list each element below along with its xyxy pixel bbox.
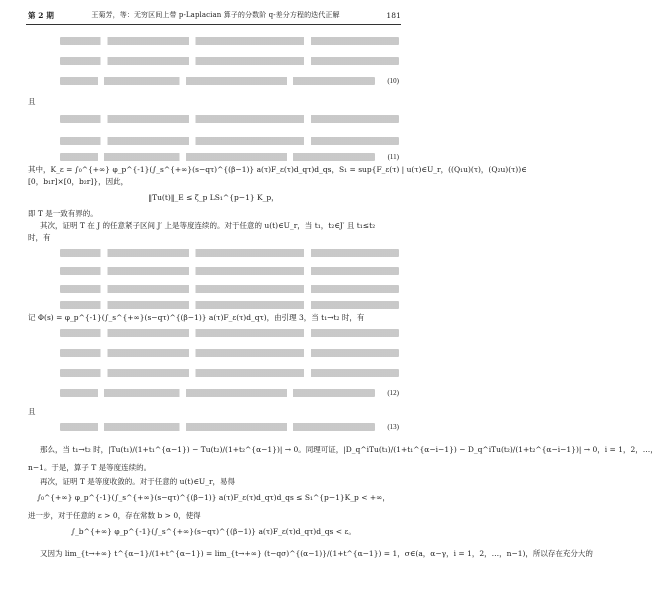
text-namo: 那么，当 t₁→t₂ 时，|Tu(t₁)/(1+t₁^{α−1}) − Tu(t₂)/(1+t₂^{α−1})| → 0。同理可证，|D_q^iTu(t₁)/(1+t₁^{α−i−1}) − D_q^iTu(t₂)/(1+t₂^{α−i−1})| → 0，i = 1，2，…，: [40, 445, 658, 454]
text-zaici: 再次，证明 T 是等度收敛的。对于任意的 u(t)∈U_r，易得: [40, 477, 236, 486]
text-youyin: 又因为 lim_{t→+∞} t^{α−1}/(1+t^{α−1}) = lim_{t→+∞} (t−qσ)^{(α−1)}/(1+t^{α−1}) = 1，σ∈(a，α−γ，i = 1，2，…，n−1)，所以存在充分大的: [40, 549, 593, 558]
text-shiyou: 时，有: [28, 233, 51, 242]
equation-line: [60, 326, 399, 340]
equation-number: (13): [387, 423, 399, 431]
equation-line: [60, 420, 399, 434]
text-step2: 其次，证明 T 在 J 的任意紧子区间 J′ 上是等度连续的。对于任意的 u(t)∈U_r，当 t₁，t₂∈J′ 且 t₁≤t₂: [40, 221, 376, 230]
equation-number: (12): [387, 389, 399, 397]
equation-line: [60, 246, 399, 260]
equation-line: [60, 134, 399, 148]
text-qizhong: 其中，K_ε = ∫₀^{+∞} φ_p^{-1}(∫_s^{+∞}(s−qτ)^{(β−1)} a(τ)F_ε(τ)d_qτ)d_qs，S₁ = sup{F_ε(τ) | u(τ)∈U_r，((Q₁u)(τ)，(Q₂u)(τ))∈: [28, 165, 527, 174]
running-header: [28, 8, 401, 22]
text-qie: 且: [28, 97, 36, 106]
equation-line: [60, 264, 399, 278]
text-uniform-bounded: 即 T 是一致有界的。: [28, 209, 98, 218]
equation-line: [60, 346, 399, 360]
text-ji: 记 Φ(s) = φ_p^{-1}(∫_s^{+∞}(s−qτ)^{(β−1)} a(τ)F_ε(τ)d_qτ)，由引理 3，当 t₁→t₂ 时，有: [28, 313, 365, 322]
tail-estimate: ∫_b^{+∞} φ_p^{-1}(∫_s^{+∞}(s−qτ)^{(β−1)} a(τ)F_ε(τ)d_qτ)d_qs < ε。: [71, 527, 356, 536]
text-jinyibu: 进一步，对于任意的 ε > 0，存在常数 b > 0，使得: [28, 511, 201, 520]
equation-line: [60, 366, 399, 380]
equation-line: [60, 54, 399, 68]
equation-line: [60, 74, 399, 88]
text-range: [0，b₁r]×[0，b₂r]}，因此，: [28, 177, 129, 186]
equation-number: (10): [387, 77, 399, 85]
running-title: 王菊芳，等：无穷区间上带 p-Laplacian 算子的分数阶 q-差分方程的迭代正解: [91, 11, 340, 19]
equation-line: [60, 34, 399, 48]
page-number: 181: [386, 10, 401, 20]
equation-number: (11): [387, 153, 399, 161]
text-equicontinuous: n−1。于是，算子 T 是等度连续的。: [28, 463, 152, 472]
norm-bound: ‖Tu(t)‖_E ≤ ζ_p LS₁^{p−1} K_p，: [148, 193, 279, 202]
equation-line: [60, 150, 399, 164]
header-rule: [26, 24, 401, 25]
equation-line: [60, 386, 399, 400]
text-qie-2: 且: [28, 407, 36, 416]
equation-line: [60, 282, 399, 296]
inequality-kp: ∫₀^{+∞} φ_p^{-1}(∫_s^{+∞}(s−qτ)^{(β−1)} a(τ)F_ε(τ)d_qτ)d_qs ≤ S₁^{p−1}K_p < +∞，: [37, 493, 390, 502]
equation-line: [60, 298, 399, 312]
equation-line: [60, 112, 399, 126]
issue-label: 第 2 期: [28, 10, 54, 20]
